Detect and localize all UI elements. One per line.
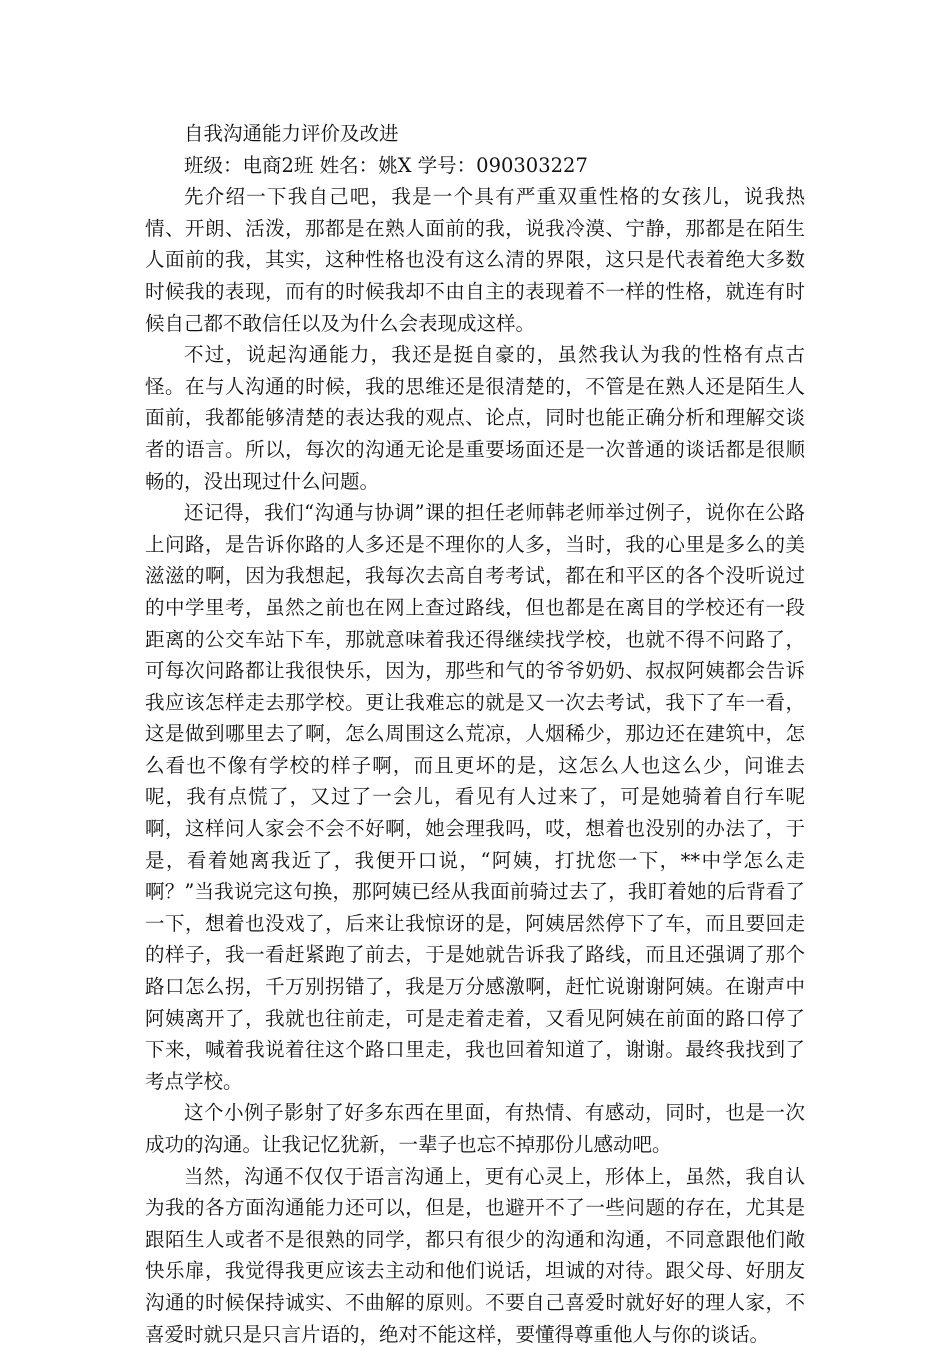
paragraph-story: 还记得，我们“沟通与协调”课的担任老师韩老师举过例子，说你在公路上问路，是告诉你路的人多还是不理你的人多，当时，我的心里是多么的美滋滋的啊，因为我想起，我每次去高自考考试，都在和平区的各个没听说过的中学里考，虽然之前也在网上查过路线，但也都是在离目的学校还有一段距离的公交车站下车，那就意味着我还得继续找学校，也就不得不问路了，可每次问路都让我很快乐，因为，那些和气的爷爷奶奶、叔叔阿姨都会告诉我应该怎样走去那学校。更让我难忘的就是又一次去考试，我下了车一看，这是做到哪里去了啊，怎么周围这么荒凉，人烟稀少，那边还在建筑中，怎么看也不像有学校的样子啊，而且更坏的是，这怎么人也这么少，问谁去呢，我有点慌了，又过了一会儿，看见有人过来了，可是她骑着自行车呢啊，这样问人家会不会不好啊，她会理我吗，哎，想着也没别的办法了，于是，看着她离我近了，我便开口说，“阿姨，打扰您一下，**中学怎么走啊？”当我说完这句换，那阿姨已经从我面前骑过去了，我盯着她的后背看了一下，想着也没戏了，后来让我惊讶的是，阿姨居然停下了车，而且要回走的样子，我一看赶紧跑了前去，于是她就告诉我了路线，而且还强调了那个路口怎么拐，千万别拐错了，我是万分感激啊，赶忙说谢谢阿姨。在谢声中阿姨离开了，我就也往前走，可是走着走着，又看见阿姨在前面的路口停了下来，喊着我说着往这个路口里走，我也回着知道了，谢谢。最终我找到了考点学校。: [145, 501, 805, 1093]
paragraph-intro: 先介绍一下我自己吧，我是一个具有严重双重性格的女孩儿，说我热情、开朗、活泼，那都是在熟人面前的我，说我冷漠、宁静，那都是在陌生人面前的我，其实，这种性格也没有这么清的界限，这只是代表着绝大多数时候我的表现，而有的时候我却不由自主的表现着不一样的性格，就连有时候自己都不敢信任以及为什么会表现成这样。: [145, 185, 805, 335]
document-page: [145, 118, 805, 1350]
paragraph-communication-ability: 不过，说起沟通能力，我还是挺自豪的，虽然我认为我的性格有点古怪。在与人沟通的时候，我的思维还是很清楚的，不管是在熟人还是陌生人面前，我都能够清楚的表达我的观点、论点，同时也能正确分析和理解交谈者的语言。所以，每次的沟通无论是重要场面还是一次普通的谈话都是很顺畅的，没出现过什么问题。: [145, 343, 805, 493]
paragraph-improvement: 当然，沟通不仅仅于语言沟通上，更有心灵上，形体上，虽然，我自认为我的各方面沟通能力还可以，但是，也避开不了一些问题的存在，尤其是跟陌生人或者不是很熟的同学，都只有很少的沟通和沟通，不同意跟他们敞快乐扉，我觉得我更应该去主动和他们说话，坦诚的对待。跟父母、好朋友沟通的时候保持诚实、不曲解的原则。不要自己喜爱时就好好的理人家，不喜爱时就只是只言片语的，绝对不能这样，要懂得尊重他人与你的谈话。: [145, 1164, 805, 1346]
document-title: 自我沟通能力评价及改进: [184, 122, 399, 145]
paragraph-reflection: 这个小例子影射了好多东西在里面，有热情、有感动，同时，也是一次成功的沟通。让我记忆犹新，一辈子也忘不掉那份儿感动吧。: [145, 1101, 805, 1156]
student-info: 班级：电商2班 姓名：姚X 学号：090303227: [184, 153, 588, 177]
